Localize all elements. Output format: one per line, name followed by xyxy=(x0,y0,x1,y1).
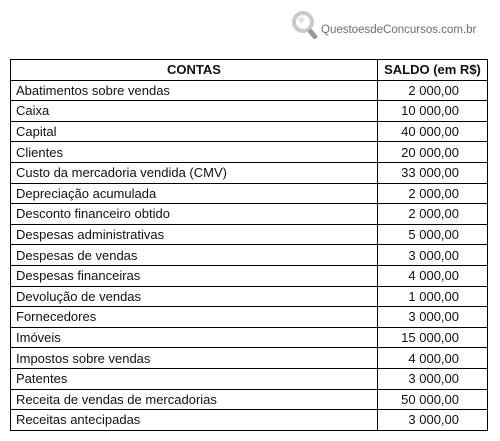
watermark-text: QuestoesdeConcursos.com.br xyxy=(321,24,477,36)
account-name-cell: Devolução de vendas xyxy=(11,286,378,307)
magnifier-icon xyxy=(288,8,322,42)
account-balance-cell: 15 000,00 xyxy=(378,327,488,348)
account-name-cell: Impostos sobre vendas xyxy=(11,348,378,369)
account-balance-cell: 20 000,00 xyxy=(378,142,488,163)
table-row xyxy=(11,265,488,286)
table-row xyxy=(11,101,488,122)
account-name-cell: Clientes xyxy=(11,142,378,163)
table-row xyxy=(11,327,488,348)
account-name-cell: Despesas de vendas xyxy=(11,245,378,266)
account-balance-cell: 40 000,00 xyxy=(378,121,488,142)
account-balance-cell: 50 000,00 xyxy=(378,389,488,410)
table-row xyxy=(11,224,488,245)
account-balance-cell: 2 000,00 xyxy=(378,80,488,101)
account-balance-cell: 33 000,00 xyxy=(378,162,488,183)
table-row xyxy=(11,121,488,142)
account-name-cell: Imóveis xyxy=(11,327,378,348)
table-row xyxy=(11,204,488,225)
account-name-cell: Despesas administrativas xyxy=(11,224,378,245)
accounts-table xyxy=(10,59,488,431)
account-balance-cell: 3 000,00 xyxy=(378,245,488,266)
account-name-cell: Abatimentos sobre vendas xyxy=(11,80,378,101)
account-balance-cell: 5 000,00 xyxy=(378,224,488,245)
account-balance-cell: 4 000,00 xyxy=(378,265,488,286)
account-name-cell: Depreciação acumulada xyxy=(11,183,378,204)
account-balance-cell: 3 000,00 xyxy=(378,368,488,389)
account-name-cell: Capital xyxy=(11,121,378,142)
table-row xyxy=(11,183,488,204)
table-row xyxy=(11,142,488,163)
account-balance-cell: 2 000,00 xyxy=(378,183,488,204)
table-row xyxy=(11,389,488,410)
table-row xyxy=(11,80,488,101)
account-balance-cell: 1 000,00 xyxy=(378,286,488,307)
account-balance-cell: 3 000,00 xyxy=(378,307,488,328)
account-balance-cell: 10 000,00 xyxy=(378,101,488,122)
account-name-cell: Receitas antecipadas xyxy=(11,410,378,431)
table-row xyxy=(11,410,488,431)
table-row xyxy=(11,368,488,389)
account-balance-cell: 3 000,00 xyxy=(378,410,488,431)
table-row xyxy=(11,286,488,307)
account-name-cell: Fornecedores xyxy=(11,307,378,328)
account-name-cell: Patentes xyxy=(11,368,378,389)
account-name-cell: Caixa xyxy=(11,101,378,122)
table-row xyxy=(11,245,488,266)
account-name-cell: Custo da mercadoria vendida (CMV) xyxy=(11,162,378,183)
table-row xyxy=(11,348,488,369)
watermark-logo xyxy=(288,8,492,42)
account-name-cell: Despesas financeiras xyxy=(11,265,378,286)
table-row xyxy=(11,307,488,328)
account-name-cell: Receita de vendas de mercadorias xyxy=(11,389,378,410)
header-saldo: SALDO (em R$) xyxy=(378,60,488,81)
account-name-cell: Desconto financeiro obtido xyxy=(11,204,378,225)
account-balance-cell: 4 000,00 xyxy=(378,348,488,369)
table-row xyxy=(11,162,488,183)
header-contas: CONTAS xyxy=(11,60,378,81)
account-balance-cell: 2 000,00 xyxy=(378,204,488,225)
table-header-row xyxy=(11,60,488,81)
